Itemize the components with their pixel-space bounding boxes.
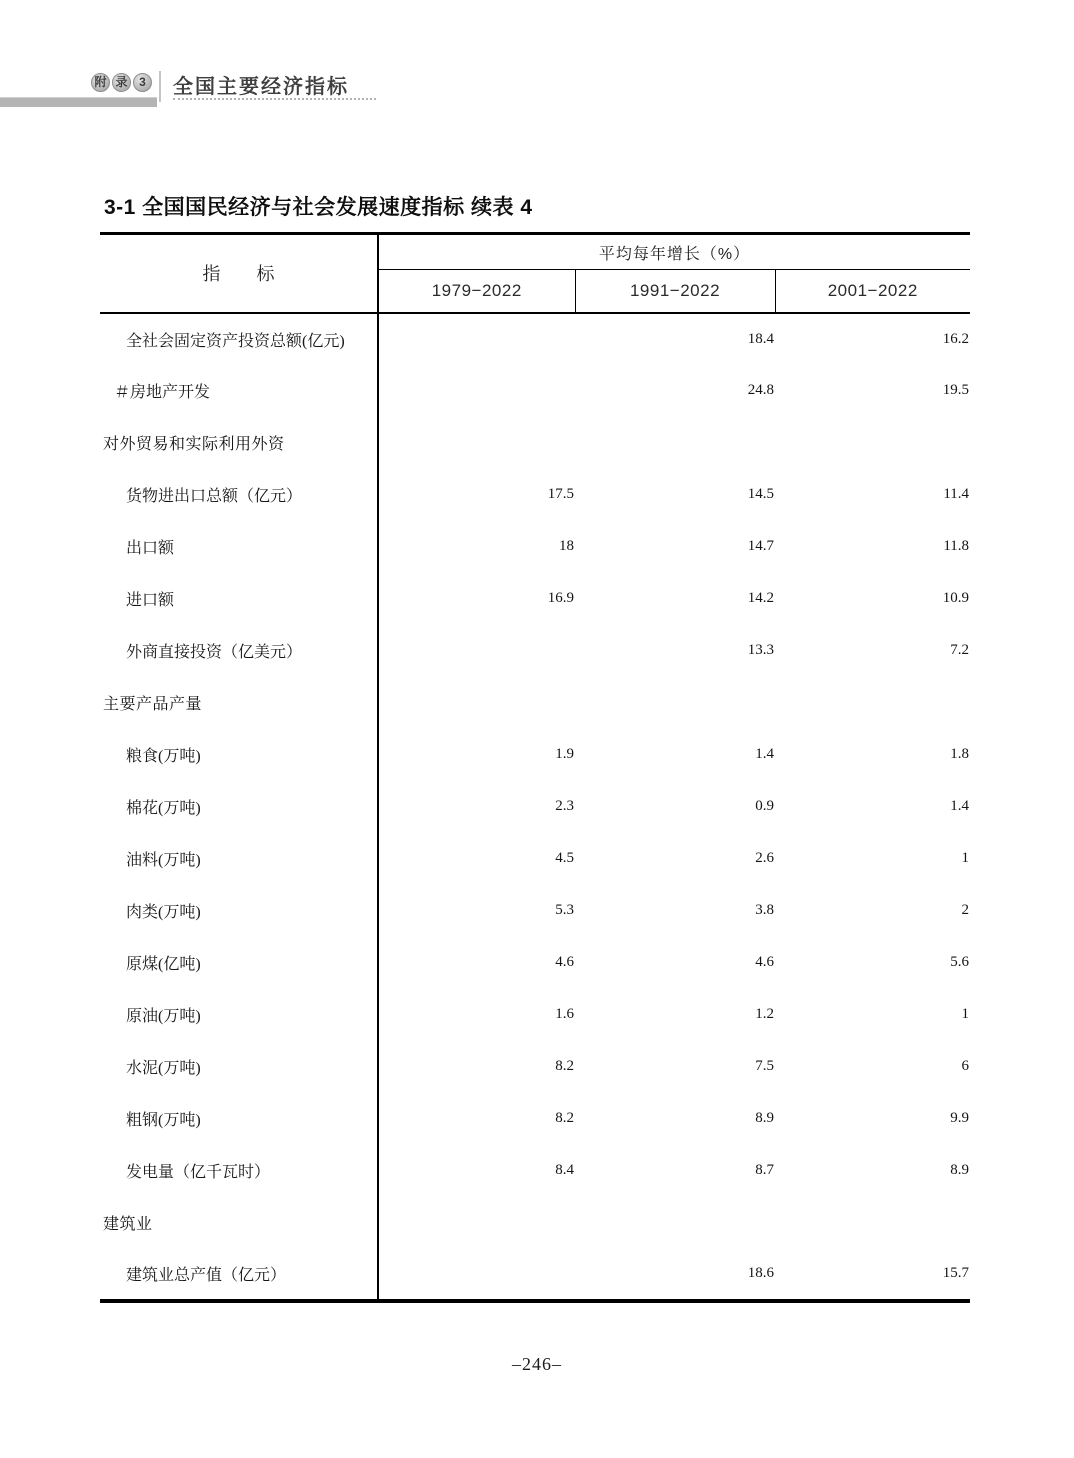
span-column-header: 平均每年增长（%） bbox=[378, 234, 970, 270]
row-value bbox=[378, 625, 575, 677]
row-value bbox=[378, 1197, 575, 1249]
row-value: 4.6 bbox=[555, 954, 574, 970]
year-column-header: 2001−2022 bbox=[775, 270, 970, 313]
row-value bbox=[378, 365, 575, 417]
table-row bbox=[100, 833, 970, 885]
row-label: 水泥(万吨) bbox=[100, 1041, 378, 1093]
row-value: 14.7 bbox=[747, 538, 774, 554]
row-value: 7.5 bbox=[755, 1058, 774, 1074]
running-head-title: 全国主要经济指标 bbox=[173, 76, 349, 98]
row-value: 1.9 bbox=[555, 746, 574, 762]
row-value: 7.2 bbox=[950, 642, 970, 658]
table-row bbox=[100, 1041, 970, 1093]
row-label: 进口额 bbox=[100, 573, 378, 625]
row-value: 11.8 bbox=[943, 538, 970, 554]
table-row bbox=[100, 677, 970, 729]
row-label: ＃房地产开发 bbox=[100, 365, 378, 417]
row-value: 14.5 bbox=[747, 486, 774, 502]
row-value: 9.9 bbox=[950, 1110, 970, 1126]
row-value: 6 bbox=[961, 1058, 970, 1074]
appendix-badge bbox=[91, 73, 152, 92]
row-value: 13.3 bbox=[747, 642, 774, 658]
header-dotted-underline bbox=[173, 92, 376, 100]
row-label: 出口额 bbox=[100, 521, 378, 573]
row-value bbox=[378, 417, 575, 469]
row-value: 1.4 bbox=[950, 798, 970, 814]
row-value: 8.2 bbox=[555, 1110, 574, 1126]
row-value: 16.2 bbox=[942, 330, 970, 347]
table-row bbox=[100, 989, 970, 1041]
row-value: 0.9 bbox=[755, 798, 774, 814]
page-number: –246– bbox=[512, 1354, 562, 1374]
row-value: 18.4 bbox=[747, 330, 774, 347]
header-divider bbox=[159, 71, 161, 102]
table-row bbox=[100, 521, 970, 573]
row-value: 2.3 bbox=[555, 798, 574, 814]
row-value: 8.9 bbox=[755, 1110, 774, 1126]
row-value: 8.9 bbox=[950, 1162, 970, 1178]
row-value bbox=[775, 1197, 970, 1249]
running-head bbox=[0, 0, 1074, 130]
row-value: 1 bbox=[961, 850, 970, 866]
row-value bbox=[378, 313, 575, 365]
speed-indicators-table bbox=[100, 232, 970, 1303]
table-body bbox=[100, 313, 970, 1301]
row-value: 3.8 bbox=[755, 902, 774, 918]
table-row bbox=[100, 469, 970, 521]
row-value: 15.7 bbox=[942, 1265, 970, 1281]
row-label: 全社会固定资产投资总额(亿元) bbox=[100, 313, 378, 365]
row-value: 8.7 bbox=[755, 1162, 774, 1178]
row-value: 2.6 bbox=[755, 850, 774, 866]
row-value bbox=[575, 677, 775, 729]
table-row bbox=[100, 1197, 970, 1249]
row-label: 粗钢(万吨) bbox=[100, 1093, 378, 1145]
row-value: 10.9 bbox=[942, 590, 970, 606]
table-row bbox=[100, 729, 970, 781]
row-value bbox=[775, 417, 970, 469]
table-row bbox=[100, 365, 970, 417]
row-label: 对外贸易和实际利用外资 bbox=[100, 417, 378, 469]
row-label: 原煤(亿吨) bbox=[100, 937, 378, 989]
table-header bbox=[100, 234, 970, 313]
row-label: 粮食(万吨) bbox=[100, 729, 378, 781]
badge-circle-char: 3 bbox=[133, 73, 152, 92]
row-value: 1 bbox=[961, 1006, 970, 1022]
row-label: 肉类(万吨) bbox=[100, 885, 378, 937]
table-row bbox=[100, 1093, 970, 1145]
row-value: 1.6 bbox=[555, 1006, 574, 1022]
statistics-table bbox=[100, 232, 970, 1303]
row-label: 货物进出口总额（亿元） bbox=[100, 469, 378, 521]
row-label: 主要产品产量 bbox=[100, 677, 378, 729]
table-row bbox=[100, 885, 970, 937]
badge-circle-char: 附 bbox=[91, 73, 110, 92]
row-value: 1.4 bbox=[755, 746, 774, 762]
row-label: 棉花(万吨) bbox=[100, 781, 378, 833]
indicator-column-header: 指 标 bbox=[100, 234, 378, 313]
row-value bbox=[575, 417, 775, 469]
row-value: 8.2 bbox=[555, 1058, 574, 1074]
row-label: 建筑业总产值（亿元） bbox=[100, 1249, 378, 1301]
row-value: 8.4 bbox=[555, 1162, 574, 1178]
row-value: 11.4 bbox=[943, 486, 970, 502]
row-value: 16.9 bbox=[547, 590, 574, 606]
row-label: 外商直接投资（亿美元） bbox=[100, 625, 378, 677]
table-row bbox=[100, 573, 970, 625]
row-label: 建筑业 bbox=[100, 1197, 378, 1249]
row-value bbox=[575, 1197, 775, 1249]
row-value: 4.5 bbox=[555, 850, 574, 866]
row-value: 17.5 bbox=[547, 486, 574, 502]
table-row bbox=[100, 625, 970, 677]
row-value: 14.2 bbox=[747, 590, 774, 606]
table-row bbox=[100, 417, 970, 469]
table-row bbox=[100, 313, 970, 365]
row-value: 18 bbox=[559, 538, 574, 554]
row-label: 原油(万吨) bbox=[100, 989, 378, 1041]
table-row bbox=[100, 781, 970, 833]
year-column-header: 1991−2022 bbox=[575, 270, 775, 313]
row-value: 4.6 bbox=[755, 954, 774, 970]
row-label: 发电量（亿千瓦时） bbox=[100, 1145, 378, 1197]
row-value: 1.8 bbox=[950, 746, 970, 762]
row-value bbox=[378, 677, 575, 729]
table-row bbox=[100, 1249, 970, 1301]
row-value bbox=[775, 677, 970, 729]
row-value: 1.2 bbox=[755, 1006, 774, 1022]
table-row bbox=[100, 1145, 970, 1197]
row-value: 19.5 bbox=[942, 382, 970, 398]
row-value bbox=[378, 1249, 575, 1301]
row-value: 24.8 bbox=[747, 382, 774, 398]
row-label: 油料(万吨) bbox=[100, 833, 378, 885]
row-value: 18.6 bbox=[747, 1265, 774, 1281]
year-column-header: 1979−2022 bbox=[378, 270, 575, 313]
row-value: 5.6 bbox=[950, 954, 970, 970]
header-gray-bar bbox=[0, 97, 157, 107]
row-value: 5.3 bbox=[555, 902, 574, 918]
table-row bbox=[100, 937, 970, 989]
row-value: 2 bbox=[961, 902, 970, 918]
table-title: 3-1 全国国民经济与社会发展速度指标 续表 4 bbox=[104, 196, 533, 219]
badge-circle-char: 录 bbox=[112, 73, 131, 92]
